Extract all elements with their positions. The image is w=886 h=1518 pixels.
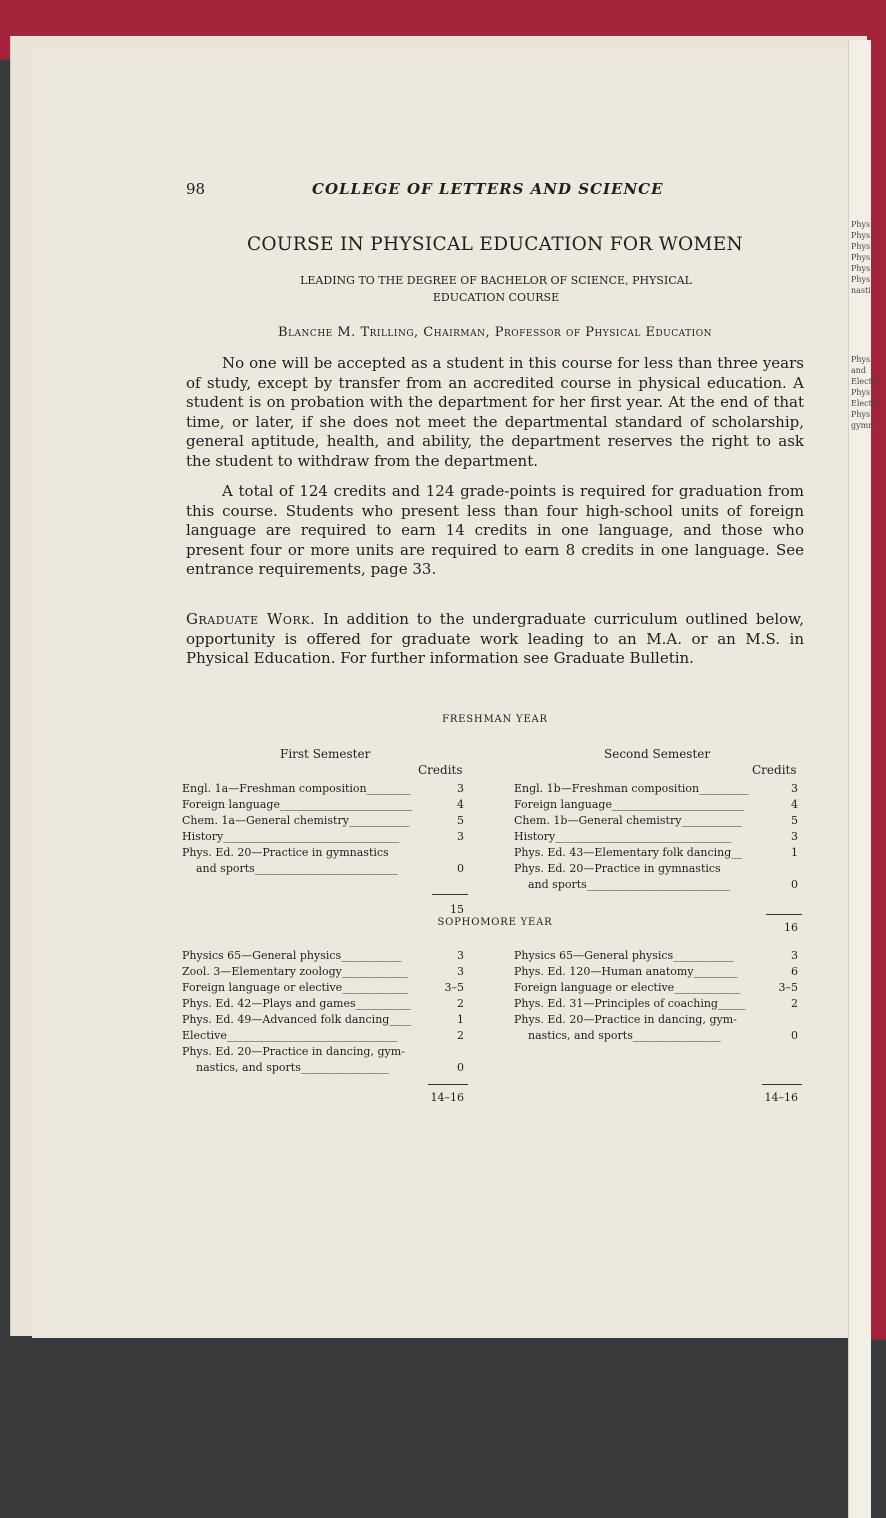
freshman-heading: FRESHMAN YEAR (442, 714, 548, 725)
running-title: COLLEGE OF LETTERS AND SCIENCE (312, 180, 664, 198)
edge-fragment: nasti (851, 286, 871, 295)
graduate-label: Graduate Work. (186, 610, 316, 628)
course-row: Elective_______________________________ 2 (182, 1029, 464, 1042)
sophomore-second-semester (514, 948, 804, 1128)
edge-fragment: Phys. (851, 388, 873, 397)
total-rule (762, 1084, 802, 1085)
edge-fragment: Phys. (851, 264, 873, 273)
total-rule (428, 1084, 468, 1085)
semester-label: Second Semester (604, 747, 711, 761)
edge-fragment: Phys. (851, 355, 873, 364)
course-row: Phys. Ed. 42—Plays and games__________ 2 (182, 997, 464, 1010)
course-row: Chem. 1b—General chemistry___________ 5 (514, 814, 798, 827)
course-row: Foreign language or elective____________ 3–5 (514, 981, 798, 994)
course-row: Phys. Ed. 20—Practice in gymnastics (182, 846, 389, 859)
course-row: Foreign language or elective____________ 3–5 (182, 981, 464, 994)
course-row: Phys. Ed. 120—Human anatomy________ 6 (514, 965, 798, 978)
edge-fragment: Phys. (851, 220, 873, 229)
edge-fragment: Phys. (851, 275, 873, 284)
page-number: 98 (186, 180, 206, 198)
edge-fragment: Electiv (851, 399, 879, 408)
running-header (186, 180, 804, 200)
page-title: COURSE IN PHYSICAL EDUCATION FOR WOMEN (246, 234, 744, 255)
sophomore-first-semester (182, 948, 470, 1128)
course-row: Zool. 3—Elementary zoology____________ 3 (182, 965, 464, 978)
sophomore-heading: SOPHOMORE YEAR (437, 917, 553, 928)
course-row: Foreign language________________________ 4 (514, 798, 798, 811)
edge-fragment: Phys. (851, 410, 873, 419)
paragraph-admission: No one will be accepted as a student in this course for less than three years of study, except by transfer from an accredited course in physical education. A student is on probation with the department for her first year. At the end of that time, or later, if she does not meet the departmental standard of scholarship, general aptitude, health, and ability, the department reserves the right to ask the student to withdraw from the department. (186, 354, 804, 470)
paragraph-credits: A total of 124 credits and 124 grade-points is required for graduation from this course. Students who present less than four high-school units of foreign language are required to earn 14 credits in one language, and those who present four or more units are required to earn 8 credits in one language. See entrance requirements, page 33. (186, 482, 804, 578)
semester-total: 15 (450, 903, 464, 916)
course-row: Physics 65—General physics___________ 3 (514, 949, 798, 962)
edge-fragment: Phys. (851, 253, 873, 262)
total-rule (766, 914, 802, 915)
edge-fragment: and (851, 366, 867, 375)
course-row: Engl. 1a—Freshman composition________ 3 (182, 782, 464, 795)
semester-total: 16 (784, 921, 798, 934)
course-row: nastics, and sports________________ 0 (528, 1029, 798, 1042)
chairman-line: Blanche M. Trilling, Chairman, Professor of Physical Education (278, 325, 712, 340)
edge-fragment: Phys. (851, 231, 873, 240)
course-row: and sports__________________________ 0 (528, 878, 798, 891)
course-row: Phys. Ed. 20—Practice in dancing, gym- (514, 1013, 737, 1026)
edge-fragment: Electiv (851, 377, 879, 386)
course-row: Phys. Ed. 43—Elementary folk dancing__ 1 (514, 846, 798, 859)
edge-fragment: gymn (851, 421, 874, 430)
freshman-second-semester (514, 746, 804, 946)
semester-label: First Semester (280, 747, 371, 761)
paragraph-graduate: Graduate Work. In addition to the undergraduate curriculum outlined below, opportunity is offered for graduate work leading to an M.A. or an M.S. in Physical Education. For further information see Graduate Bulletin. (186, 610, 804, 667)
course-row: Phys. Ed. 31—Principles of coaching_____ 2 (514, 997, 798, 1010)
course-row: Physics 65—General physics___________ 3 (182, 949, 464, 962)
course-row: History________________________________ 3 (514, 830, 798, 843)
course-row: Phys. Ed. 20—Practice in gymnastics (514, 862, 721, 875)
credits-label: Credits (752, 763, 797, 777)
course-row: Engl. 1b—Freshman composition_________ 3 (514, 782, 798, 795)
course-row: Phys. Ed. 49—Advanced folk dancing____ 1 (182, 1013, 464, 1026)
semester-total: 14–16 (430, 1091, 464, 1104)
course-row: History________________________________ 3 (182, 830, 464, 843)
total-rule (432, 894, 468, 895)
course-row: Chem. 1a—General chemistry___________ 5 (182, 814, 464, 827)
course-row: Foreign language________________________ 4 (182, 798, 464, 811)
edge-fragment: Phys. (851, 242, 873, 251)
semester-total: 14–16 (764, 1091, 798, 1104)
subtitle: LEADING TO THE DEGREE OF BACHELOR OF SCIENCE, PHYSICAL EDUCATION COURSE (300, 274, 692, 304)
course-row: nastics, and sports________________ 0 (196, 1061, 464, 1074)
next-page-edge (848, 40, 879, 1518)
course-row: and sports__________________________ 0 (196, 862, 464, 875)
credits-label: Credits (418, 763, 463, 777)
freshman-first-semester (182, 746, 470, 946)
course-row: Phys. Ed. 20—Practice in dancing, gym- (182, 1045, 405, 1058)
